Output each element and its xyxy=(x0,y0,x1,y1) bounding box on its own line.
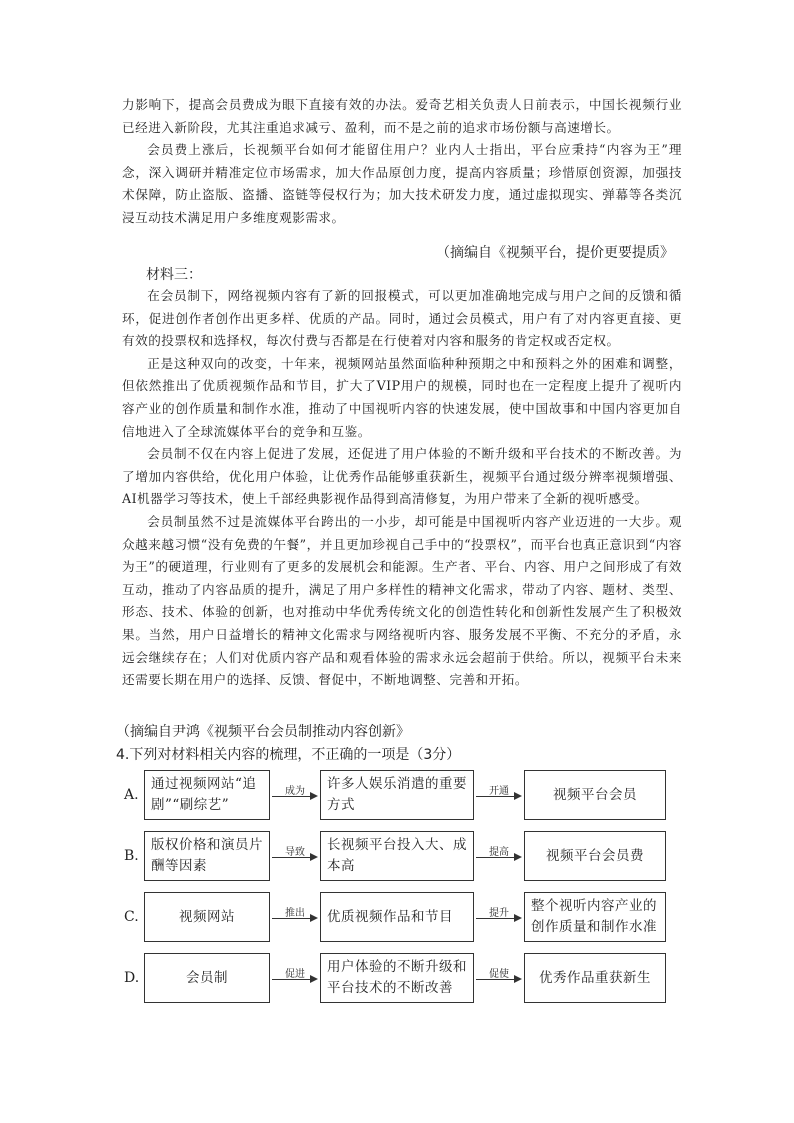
arrow xyxy=(476,906,522,926)
top-text-block xyxy=(122,94,682,230)
arrow xyxy=(476,784,522,804)
paragraph: 会员制不仅在内容上促进了发展，还促进了用户体验的不断升级和平台技术的不断改善。为了增加内容供给，优化用户体验，让优秀作品能够重获新生，视频平台通过级分辨率视频增强、AI机器学习等技术，使上千部经典影视作品得到高清修复，为用户带来了全新的视听感受。 xyxy=(122,446,682,507)
arrow-label: 成为 xyxy=(285,786,305,797)
option-letter: B. xyxy=(124,848,139,864)
flow-box-1: 会员制 xyxy=(144,953,270,1003)
arrow xyxy=(476,845,522,865)
option-a[interactable] xyxy=(116,770,696,820)
option-letter: C. xyxy=(124,909,139,925)
flow-box-2: 许多人娱乐消遣的重要方式 xyxy=(320,770,474,820)
flow-box-2: 用户体验的不断升级和平台技术的不断改善 xyxy=(320,953,474,1003)
option-d[interactable] xyxy=(116,953,696,1003)
flow-box-3: 视频平台会员 xyxy=(524,770,666,820)
arrow-label: 推出 xyxy=(285,908,305,919)
arrow-label: 促进 xyxy=(285,969,305,980)
arrow xyxy=(272,906,318,926)
option-letter: A. xyxy=(124,787,139,803)
flow-box-2: 长视频平台投入大、成本高 xyxy=(320,831,474,881)
option-b[interactable] xyxy=(116,831,696,881)
paragraph: 力影响下，提高会员费成为眼下直接有效的办法。爱奇艺相关负责人日前表示，中国长视频行业已经进入新阶段，尤其注重追求减亏、盈利，而不是之前的追求市场份额与高速增长。 xyxy=(122,97,682,135)
paragraph: 会员费上涨后，长视频平台如何才能留住用户？业内人士指出，平台应秉持“内容为王”理念，深入调研并精准定位市场需求，加大作品原创力度，提高内容质量；珍惜原创资源，加强技术保障，防止盗版、盗播、盗链等侵权行为；加大技术研发力度，通过虚拟现实、弹幕等各类沉浸互动技术满足用户多维度观影需求。 xyxy=(122,142,682,225)
paragraph: 会员制虽然不过是流媒体平台跨出的一小步，却可能是中国视听内容产业迈进的一大步。观众越来越习惯“没有免费的午餐”，并且更加珍视自己手中的“投票权”，而平台也真正意识到“内容为王”的硬道理，行业则有了更多的发展机会和能源。生产者、平台、内容、用户之间形成了有效互动，推动了内容品质的提升，满足了用户多样性的精神文化需求，带动了内容、题材、类型、形态、技术、体验的创新，也对推动中华优秀传统文化的创造性转化和创新性发展产生了积极效果。当然，用户日益增长的精神文化需求与网络视听内容、服务发展不平衡、不充分的矛盾，永远会继续存在；人们对优质内容产品和观看体验的需求永远会超前于供给。所以，视频平台未来还需要长期在用户的选择、反馈、督促中，不断地调整、完善和开拓。 xyxy=(122,513,682,688)
material-3-text-block xyxy=(122,285,682,692)
arrow xyxy=(272,845,318,865)
arrow xyxy=(272,784,318,804)
flow-box-1: 视频网站 xyxy=(144,892,270,942)
flow-box-3: 视频平台会员费 xyxy=(524,831,666,881)
arrow-label: 开通 xyxy=(489,786,509,797)
question-stem: 4.下列对材料相关内容的梳理，不正确的一项是（3分） xyxy=(116,747,461,763)
material-heading: 材料三： xyxy=(146,267,202,283)
flow-box-1: 版权价格和演员片酬等因素 xyxy=(144,831,270,881)
arrow-label: 提升 xyxy=(489,908,509,919)
arrow xyxy=(272,967,318,987)
option-letter: D. xyxy=(124,970,140,986)
option-c[interactable] xyxy=(116,892,696,942)
paragraph: 在会员制下，网络视频内容有了新的回报模式，可以更加准确地完成与用户之间的反馈和循环，促进创作者创作出更多样、优质的产品。同时，通过会员模式，用户有了对内容更直接、更有效的投票权和选择权，每次付费与否都是在行使着对内容和服务的肯定权或否定权。 xyxy=(122,288,682,349)
arrow xyxy=(476,967,522,987)
arrow-label: 促使 xyxy=(489,969,509,980)
flow-box-2: 优质视频作品和节目 xyxy=(320,892,474,942)
flow-box-1: 通过视频网站“追剧”“刷综艺” xyxy=(144,770,270,820)
paragraph: 正是这种双向的改变，十年来，视频网站虽然面临种种预期之中和预料之外的困难和调整，但依然推出了优质视频作品和节目，扩大了VIP用户的规模，同时也在一定程度上提升了视听内容产业的创作质量和制作水准，推动了中国视听内容的快速发展，使中国故事和中国内容更加自信地进入了全球流媒体平台的竞争和互鉴。 xyxy=(122,355,682,439)
flow-box-3: 优秀作品重获新生 xyxy=(524,953,666,1003)
arrow-label: 提高 xyxy=(489,847,509,858)
source-citation: （摘编自尹鸿《视频平台会员制推动内容创新》 xyxy=(116,724,410,740)
arrow-label: 导致 xyxy=(285,847,305,858)
source-citation: （摘编自《视频平台，提价更要提质》 xyxy=(436,245,674,261)
flow-box-3: 整个视听内容产业的创作质量和制作水准 xyxy=(524,892,666,942)
